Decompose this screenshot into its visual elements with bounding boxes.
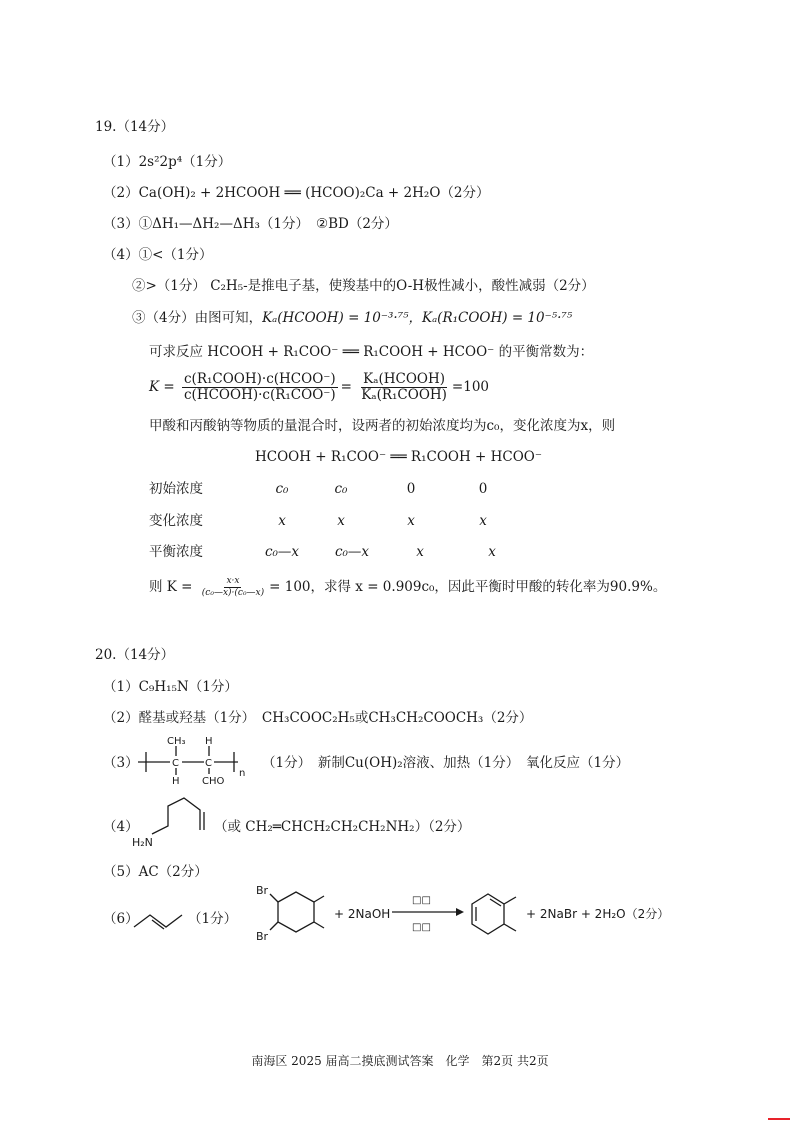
k-expression: K = $\frac{\text{c(R₁COOH)·c(HCOO⁻)}}{\text{c(HCOOH)·c(R₁COO⁻)}}$ = $\frac{\text{Kₐ(HCOOH)}}{\text{Kₐ(R₁COOH)}}$ =100: [149, 371, 490, 403]
k-lhs: K =: [149, 379, 175, 395]
dibromo-cyclohexane-structure: [250, 880, 330, 948]
2-butene-skeletal: [132, 905, 186, 931]
final-suffix: = 100，求得 x = 0.909c₀，因此平衡时甲酸的转化率为90.9%。: [269, 579, 667, 595]
final-prefix: 则 K =: [149, 579, 193, 595]
k-fraction-ka: [359, 372, 449, 403]
ice-cell: c₀—x: [334, 544, 370, 560]
ice-cell: x: [337, 513, 345, 529]
q20-header: 20.（14分）: [95, 647, 175, 663]
q19-reaction-line: 可求反应 HCOOH + R₁COO⁻ ══ R₁COOH + HCOO⁻ 的平衡常数为：: [149, 344, 594, 360]
q20-part3-number: （3）: [103, 755, 139, 771]
arrow-condition-top: □□: [412, 895, 431, 906]
struct-cho: CHO: [202, 776, 225, 787]
red-corner-mark: [768, 1118, 790, 1120]
final-fraction: [200, 576, 266, 599]
k-den2: Kₐ(R₁COOH): [361, 387, 447, 403]
cyclohexadiene-product-structure: [466, 884, 524, 944]
k-num2: Kₐ(HCOOH): [363, 371, 446, 387]
final-den: (c₀—x)·(c₀—x): [201, 588, 265, 598]
ice-row-initial-label: 初始浓度: [149, 481, 203, 497]
ice-cell: x: [479, 513, 487, 529]
struct-c2: C: [205, 758, 212, 769]
q19-part4-1: （4）①<（1分）: [103, 247, 213, 263]
struct-ch3: CH₃: [167, 736, 186, 747]
polymer-structure: [138, 730, 262, 788]
ice-row-equilibrium-label: 平衡浓度: [149, 544, 203, 560]
br-label-bottom: Br: [256, 930, 269, 943]
k-value: =100: [451, 379, 490, 395]
ice-cell: x: [488, 544, 496, 560]
q20-part1: （1）C₉H₁₅N（1分）: [103, 679, 238, 695]
ice-row-change-label: 变化浓度: [149, 513, 203, 529]
arrow-condition-bottom: □□: [412, 922, 431, 933]
page-footer: 南海区 2025 届高二摸底测试答案 化学 第2页 共2页: [251, 1054, 549, 1068]
ka-r1cooh: Kₐ(R₁COOH) = 10⁻⁵·⁷⁵: [422, 310, 573, 326]
ice-cell: x: [278, 513, 286, 529]
k-num1: c(R₁COOH)·c(HCOO⁻): [184, 371, 336, 387]
amine-h2n-label: H₂N: [132, 836, 153, 849]
struct-c1: C: [172, 758, 179, 769]
q20-part5: （5）AC（2分）: [103, 864, 208, 880]
products-text: + 2NaBr + 2H₂O（2分）: [526, 907, 670, 921]
final-num: x·x: [226, 576, 240, 586]
q20-part6-number: （6）: [103, 911, 139, 927]
struct-n-subscript: n: [239, 768, 246, 779]
struct-h-top: H: [205, 736, 213, 747]
q19-mixing-line: 甲酸和丙酸钠等物质的量混合时，设两者的初始浓度均为c₀，变化浓度为x，则: [149, 418, 616, 434]
q19-header: 19.（14分）: [95, 119, 175, 135]
q19-part1: （1）2s²2p⁴（1分）: [103, 154, 232, 170]
k-den1: c(HCOOH)·c(R₁COO⁻): [184, 387, 336, 403]
q19-final-line: [149, 572, 666, 602]
k-fraction-concentration: [182, 372, 338, 403]
ice-cell: 0: [478, 481, 488, 497]
amine-skeletal-structure: [132, 796, 216, 852]
ice-cell: c₀—x: [264, 544, 300, 560]
q19-part3b: ②BD（2分）: [316, 216, 398, 232]
q20-part2: （2）醛基或羟基（1分） CH₃COOC₂H₅或CH₃CH₂COOCH₃（2分）: [103, 710, 533, 726]
br-label-top: Br: [256, 884, 269, 897]
q19-part4-3-prefix: ③（4分）由图可知，: [132, 310, 263, 326]
q19-equilibrium-equation: HCOOH + R₁COO⁻ ══ R₁COOH + HCOO⁻: [255, 449, 542, 465]
q19-part4-3: [132, 309, 572, 327]
reagent-naoh: + 2NaOH: [334, 907, 391, 921]
q19-part2: （2）Ca(OH)₂ + 2HCOOH ══ (HCOO)₂Ca + 2H₂O（2分）: [103, 185, 490, 201]
q20-part4-rest: （或 CH₂═CHCH₂CH₂CH₂NH₂）（2分）: [214, 819, 471, 835]
q20-part4-number: （4）: [103, 819, 139, 835]
q20-part3-rest: （1分） 新制Cu(OH)₂溶液、加热（1分） 氧化反应（1分）: [262, 755, 630, 771]
q20-part6-score1: （1分）: [188, 911, 238, 927]
ice-cell: x: [416, 544, 424, 560]
struct-h-bottom: H: [172, 776, 180, 787]
ka-hcooh: Kₐ(HCOOH) = 10⁻³·⁷⁵，: [262, 310, 423, 326]
ice-cell: 0: [406, 481, 416, 497]
reaction-arrow: [392, 906, 464, 918]
q19-part4-2: ②>（1分） C₂H₅-是推电子基，使羧基中的O-H极性减小，酸性减弱（2分）: [132, 278, 595, 294]
q19-part3a: （3）①ΔH₁—ΔH₂—ΔH₃（1分）: [103, 216, 309, 232]
ice-cell: x: [407, 513, 415, 529]
ice-cell: c₀: [275, 481, 289, 497]
ice-cell: c₀: [334, 481, 348, 497]
